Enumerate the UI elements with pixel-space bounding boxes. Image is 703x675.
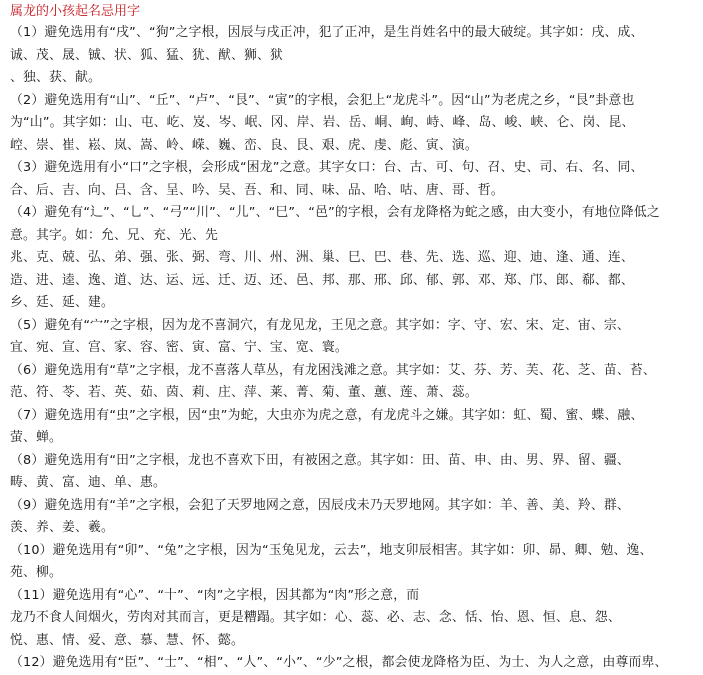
- text-line: （2）避免选用有“山”、“丘”、“卢”、“艮”、“寅”的字根，会犯上“龙虎斗”。因“山”为老虎之乡，“艮”卦意也: [10, 92, 635, 108]
- article-title: 属龙的小孩起名忌用字: [10, 4, 141, 19]
- article-body: [10, 22, 695, 675]
- text-line: 悦、惠、情、爱、意、慕、慧、怀、懿。: [10, 632, 244, 648]
- text-line: （12）避免选用有“臣”、“士”、“相”、“人”、“小”、“少”之根，都会使龙降格为臣、为士、为人之意，由尊而卑、: [10, 655, 668, 670]
- text-line: 崆、崇、崔、崧、岚、嵩、岭、嵘、巍、峦、良、艮、艰、虎、虔、彪、寅、演。: [10, 137, 478, 153]
- text-line: （8）避免选用有“田”之字根，龙也不喜欢下田，有被困之意。其字如：田、苗、申、由、男、界、留、疆、: [10, 452, 630, 468]
- text-line: （4）避免有“辶”、“乚”、“弓”“川”、“儿”、“巳”、“邑”的字根，会有龙降格为蛇之感，由大变小，有地位降低之: [10, 205, 660, 220]
- text-line: （10）避免选用有“卯”、“兔”之字根，因为“玉兔见龙，云去”，地支卯辰相害。其字如：卯、昴、卿、勉、逸、: [10, 542, 653, 558]
- text-line: （5）避免有“宀”之字根，因为龙不喜洞穴，有龙见龙，王见之意。其字如：字、守、宏、宋、定、宙、宗、: [10, 317, 630, 333]
- text-line: 诚、茂、晟、铖、状、狐、猛、犹、猷、狮、狱: [10, 47, 283, 63]
- text-line: 苑、柳。: [10, 565, 62, 580]
- text-line: 萤、蝉。: [10, 430, 62, 445]
- text-line: （1）避免选用有“戌”、“狗”之字根，因辰与戌正冲，犯了正冲，是生肖姓名中的最大破绽。其字如：戌、成、: [10, 25, 644, 40]
- text-line: 范、符、苓、若、英、茹、茵、莉、庄、萍、莱、菁、菊、董、蕙、莲、萧、蕊。: [10, 385, 478, 400]
- text-line: 宜、宛、宣、宫、家、容、密、寅、富、宁、宝、宽、寰。: [10, 340, 348, 355]
- text-line: （11）避免选用有“心”、“十”、“肉”之字根，因其都为“肉”形之意，而: [10, 587, 420, 603]
- text-line: 龙乃不食人间烟火，劳肉对其而言，更是糟蹋。其字如：心、蕊、必、志、念、恬、怡、恩、恒、息、怨、: [10, 610, 621, 625]
- text-line: （7）避免选用有“虫”之字根，因“虫”为蛇，大虫亦为虎之意，有龙虎斗之嫌。其字如：虹、蜀、蜜、蝶、融、: [10, 407, 644, 423]
- text-line: 、独、获、献。: [10, 70, 101, 85]
- text-line: 合、后、吉、向、吕、含、呈、吟、吴、吾、和、同、味、品、哈、咕、唐、哥、哲。: [10, 182, 504, 198]
- text-line: 兆、克、兢、弘、弟、强、张、弼、弯、川、州、洲、巢、巳、巴、巷、先、选、巡、迎、迪、逢、通、连、: [10, 250, 634, 265]
- text-line: 羡、养、姜、羲。: [10, 520, 114, 535]
- text-line: （6）避免选用有“草”之字根，龙不喜落人草丛，有龙困浅滩之意。其字如：艾、芬、芳、芙、花、芝、苗、苔、: [10, 362, 656, 378]
- text-line: 畴、黄、富、迪、单、惠。: [10, 475, 166, 490]
- text-line: 乡、廷、延、建。: [10, 295, 114, 310]
- text-line: 造、进、逵、逸、道、达、运、远、迁、迈、还、邑、邦、那、邢、邱、郁、郭、邓、郑、邝、郎、郗、都、: [10, 272, 634, 288]
- text-line: （3）避免选用有小“口”之字根，会形成“困龙”之意。其字女口：台、古、可、句、召、史、司、右、名、同、: [10, 160, 644, 175]
- text-line: 为“山”。其字如：山、屯、屹、岌、岑、岷、冈、岸、岩、岳、峒、峋、峙、峰、岛、峻、峡、仑、岗、昆、: [10, 115, 635, 130]
- text-line: 意。其字。如：允、兄、充、光、先: [10, 227, 218, 243]
- text-line: （9）避免选用有“羊”之字根，会犯了天罗地网之意，因辰戌未乃天罗地网。其字如：羊、善、美、羚、群、: [10, 497, 630, 513]
